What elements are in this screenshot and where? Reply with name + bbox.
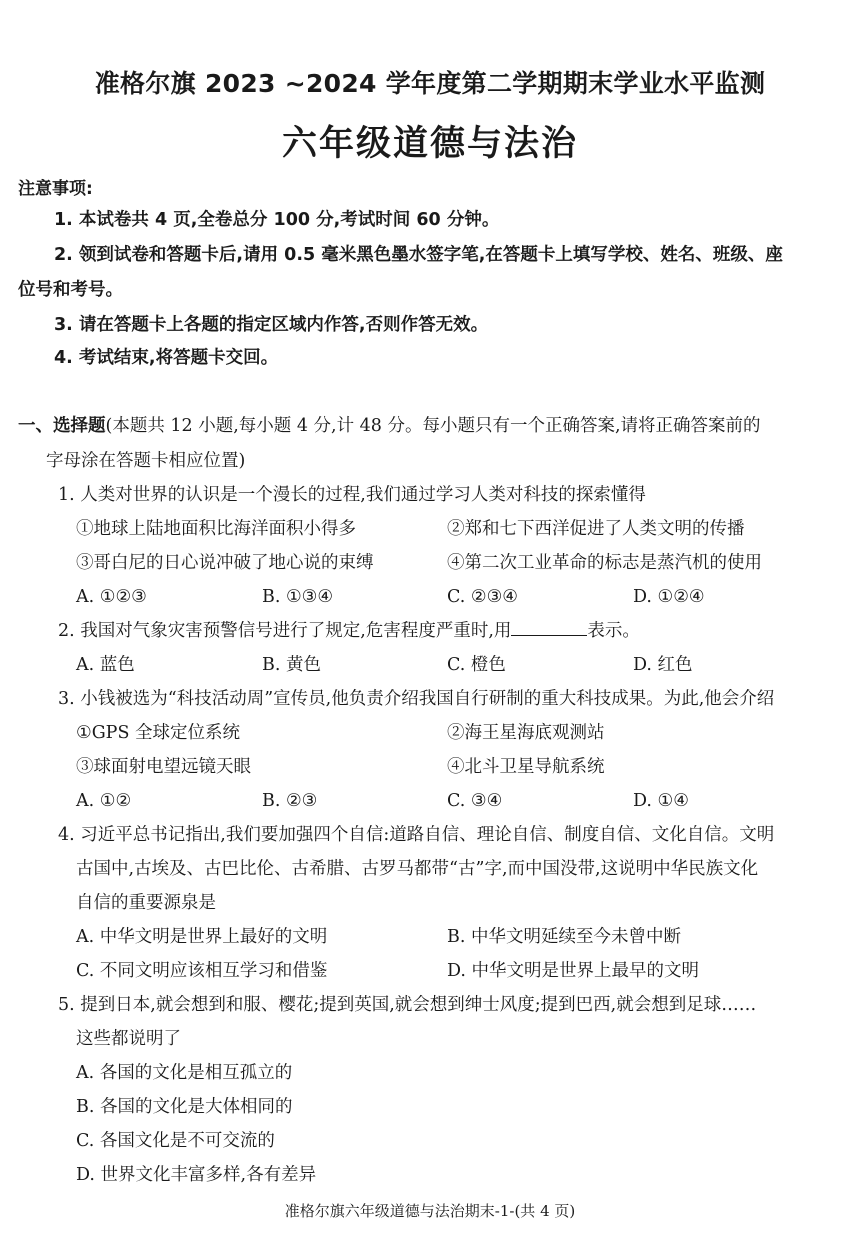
question-2-option-d: D. 红色 [633, 655, 693, 675]
question-5-option-a: A. 各国的文化是相互孤立的 [76, 1063, 293, 1083]
section-heading: 一、选择题 [18, 416, 106, 436]
question-1-stem: 1. 人类对世界的认识是一个漫长的过程,我们通过学习人类对科技的探索懂得 [58, 485, 646, 505]
notice-item-1: 1. 本试卷共 4 页,全卷总分 100 分,考试时间 60 分钟。 [54, 210, 500, 230]
question-3-option-a: A. ①② [76, 791, 132, 811]
question-3-statement-1: ①GPS 全球定位系统 [76, 723, 240, 743]
notice-item-2-cont: 位号和考号。 [18, 280, 123, 300]
question-5-option-d: D. 世界文化丰富多样,各有差异 [76, 1165, 317, 1185]
question-3-option-d: D. ①④ [633, 791, 689, 811]
question-4-stem-1: 4. 习近平总书记指出,我们要加强四个自信:道路自信、理论自信、制度自信、文化自信。文明 [58, 825, 775, 845]
section-desc-1: (本题共 12 小题,每小题 4 分,计 48 分。每小题只有一个正确答案,请将正确答案前的 [105, 416, 761, 436]
notice-item-4: 4. 考试结束,将答题卡交回。 [54, 348, 279, 368]
question-1-statement-3: ③哥白尼的日心说冲破了地心说的束缚 [76, 553, 374, 573]
question-1-option-a: A. ①②③ [76, 587, 147, 607]
question-3-statement-4: ④北斗卫星导航系统 [447, 757, 605, 777]
question-3-option-b: B. ②③ [262, 791, 318, 811]
answer-blank [511, 621, 587, 636]
question-5-stem-1: 5. 提到日本,就会想到和服、樱花;提到英国,就会想到绅士风度;提到巴西,就会想到足球…… [58, 995, 757, 1015]
question-1-option-b: B. ①③④ [262, 587, 334, 607]
question-1-statement-2: ②郑和七下西洋促进了人类文明的传播 [447, 519, 745, 539]
section-desc-2: 字母涂在答题卡相应位置) [46, 451, 246, 471]
question-3-statement-3: ③球面射电望远镜天眼 [76, 757, 251, 777]
question-4-option-b: B. 中华文明延续至今未曾中断 [447, 927, 681, 947]
question-3-option-c: C. ③④ [447, 791, 503, 811]
notice-heading: 注意事项: [18, 179, 93, 199]
question-5-stem-2: 这些都说明了 [76, 1029, 181, 1049]
page-footer: 准格尔旗六年级道德与法治期末-1-(共 4 页) [284, 1202, 576, 1220]
question-4-stem-2: 古国中,古埃及、古巴比伦、古希腊、古罗马都带“古”字,而中国没带,这说明中华民族文化 [76, 859, 759, 879]
question-4-option-a: A. 中华文明是世界上最好的文明 [76, 927, 328, 947]
question-1-option-d: D. ①②④ [633, 587, 705, 607]
subject-title: 六年级道德与法治 [281, 124, 578, 164]
question-2-option-c: C. 橙色 [447, 655, 506, 675]
question-4-option-c: C. 不同文明应该相互学习和借鉴 [76, 961, 328, 981]
question-3-stem: 3. 小钱被选为“科技活动周”宣传员,他负责介绍我国自行研制的重大科技成果。为此,他会介绍 [58, 689, 775, 709]
question-2-stem-start: 2. 我国对气象灾害预警信号进行了规定,危害程度严重时,用 [58, 621, 512, 641]
question-4-option-d: D. 中华文明是世界上最早的文明 [447, 961, 700, 981]
exam-title: 准格尔旗 2023 ~2024 学年度第二学期期末学业水平监测 [94, 69, 766, 98]
notice-item-2: 2. 领到试卷和答题卡后,请用 0.5 毫米黑色墨水签字笔,在答题卡上填写学校、姓名、班级、座 [54, 245, 783, 265]
question-5-option-c: C. 各国文化是不可交流的 [76, 1131, 275, 1151]
question-1-option-c: C. ②③④ [447, 587, 518, 607]
question-5-option-b: B. 各国的文化是大体相同的 [76, 1097, 293, 1117]
section-heading-line [18, 414, 761, 438]
question-2-option-a: A. 蓝色 [76, 655, 135, 675]
notice-item-3: 3. 请在答题卡上各题的指定区域内作答,否则作答无效。 [54, 315, 489, 335]
question-3-statement-2: ②海王星海底观测站 [447, 723, 605, 743]
question-2-stem [58, 619, 640, 643]
question-2-option-b: B. 黄色 [262, 655, 321, 675]
question-4-stem-3: 自信的重要源泉是 [76, 893, 216, 913]
question-1-statement-4: ④第二次工业革命的标志是蒸汽机的使用 [447, 553, 762, 573]
question-2-stem-end: 表示。 [587, 621, 640, 641]
question-1-statement-1: ①地球上陆地面积比海洋面积小得多 [76, 519, 356, 539]
